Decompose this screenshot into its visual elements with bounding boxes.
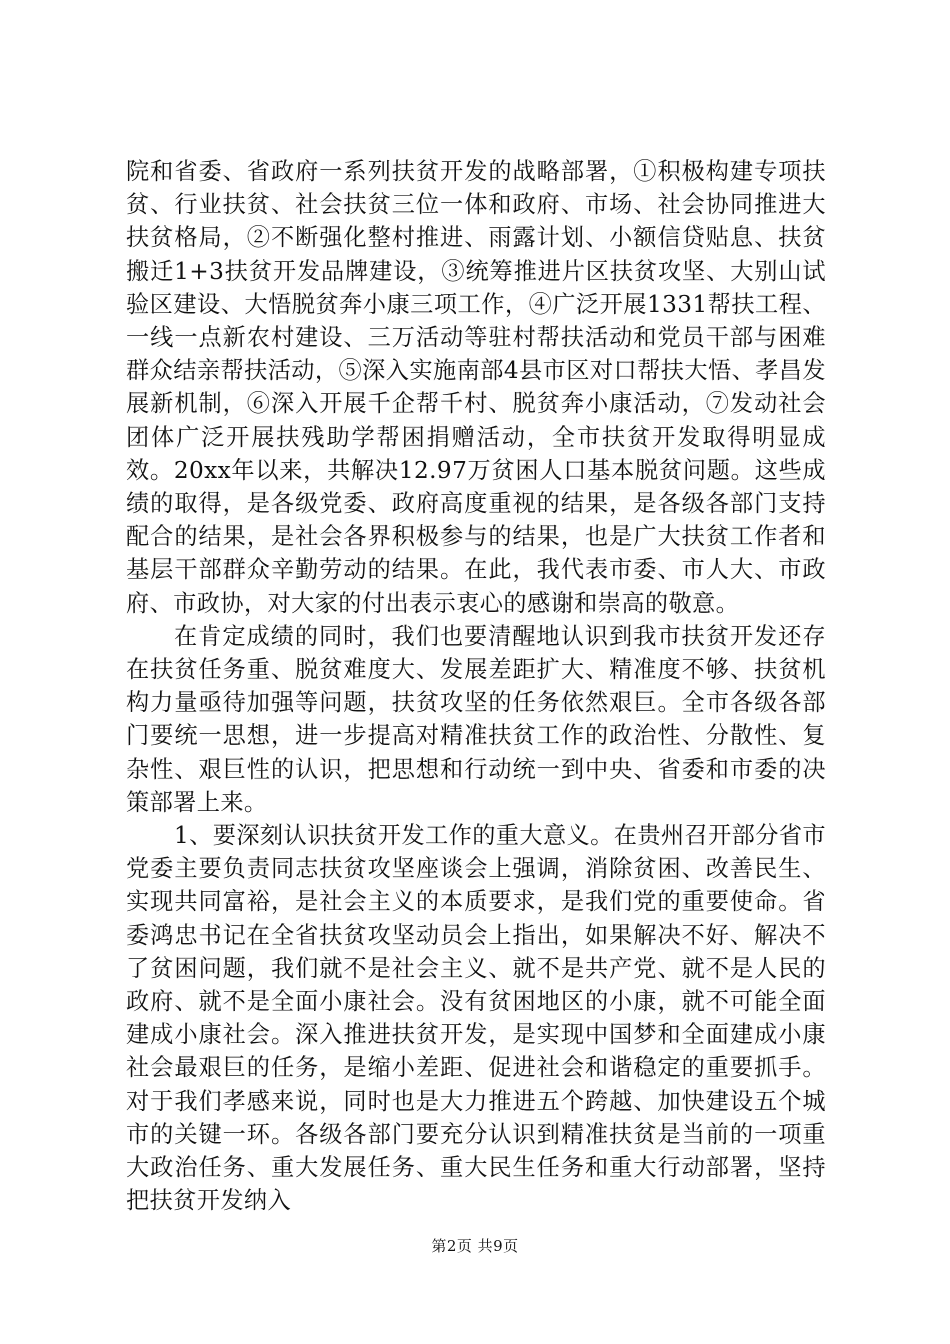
document-body	[126, 155, 826, 1218]
paragraph-continuation: 院和省委、省政府一系列扶贫开发的战略部署，①积极构建专项扶贫、行业扶贫、社会扶贫三位一体和政府、市场、社会协同推进大扶贫格局，②不断强化整村推进、雨露计划、小额信贷贴息、扶贫搬迁1+3扶贫开发品牌建设，③统筹推进片区扶贫攻坚、大别山试验区建设、大悟脱贫奔小康三项工作，④广泛开展1331帮扶工程、一线一点新农村建设、三万活动等驻村帮扶活动和党员干部与困难群众结亲帮扶活动，⑤深入实施南部4县市区对口帮扶大悟、孝昌发展新机制，⑥深入开展千企帮千村、脱贫奔小康活动，⑦发动社会团体广泛开展扶残助学帮困捐赠活动，全市扶贫开发取得明显成效。20xx年以来，共解决12.97万贫困人口基本脱贫问题。这些成绩的取得，是各级党委、政府高度重视的结果，是各级各部门支持配合的结果，是社会各界积极参与的结果，也是广大扶贫工作者和基层干部群众辛勤劳动的结果。在此，我代表市委、市人大、市政府、市政协，对大家的付出表示衷心的感谢和崇高的敬意。	[126, 158, 826, 617]
paragraph-achievements-caveat: 在肯定成绩的同时，我们也要清醒地认识到我市扶贫开发还存在扶贫任务重、脱贫难度大、发展差距扩大、精准度不够、扶贫机构力量亟待加强等问题，扶贫攻坚的任务依然艰巨。全市各级各部门要统一思想，进一步提高对精准扶贫工作的政治性、分散性、复杂性、艰巨性的认识，把思想和行动统一到中央、省委和市委的决策部署上来。	[126, 622, 826, 816]
paragraph-significance: 1、要深刻认识扶贫开发工作的重大意义。在贵州召开部分省市党委主要负责同志扶贫攻坚座谈会上强调，消除贫困、改善民生、实现共同富裕，是社会主义的本质要求，是我们党的重要使命。省委鸿忠书记在全省扶贫攻坚动员会上指出，如果解决不好、解决不了贫困问题，我们就不是社会主义、就不是共产党、就不是人民的政府、就不是全面小康社会。没有贫困地区的小康，就不可能全面建成小康社会。深入推进扶贫开发，是实现中国梦和全面建成小康社会最艰巨的任务，是缩小差距、促进社会和谐稳定的重要抓手。对于我们孝感来说，同时也是大力推进五个跨越、加快建设五个城市的关键一环。各级各部门要充分认识到精准扶贫是当前的一项重大政治任务、重大发展任务、重大民生任务和重大行动部署，坚持把扶贫开发纳入	[126, 822, 827, 1215]
page-number-footer: 第2页 共9页	[431, 1237, 519, 1255]
